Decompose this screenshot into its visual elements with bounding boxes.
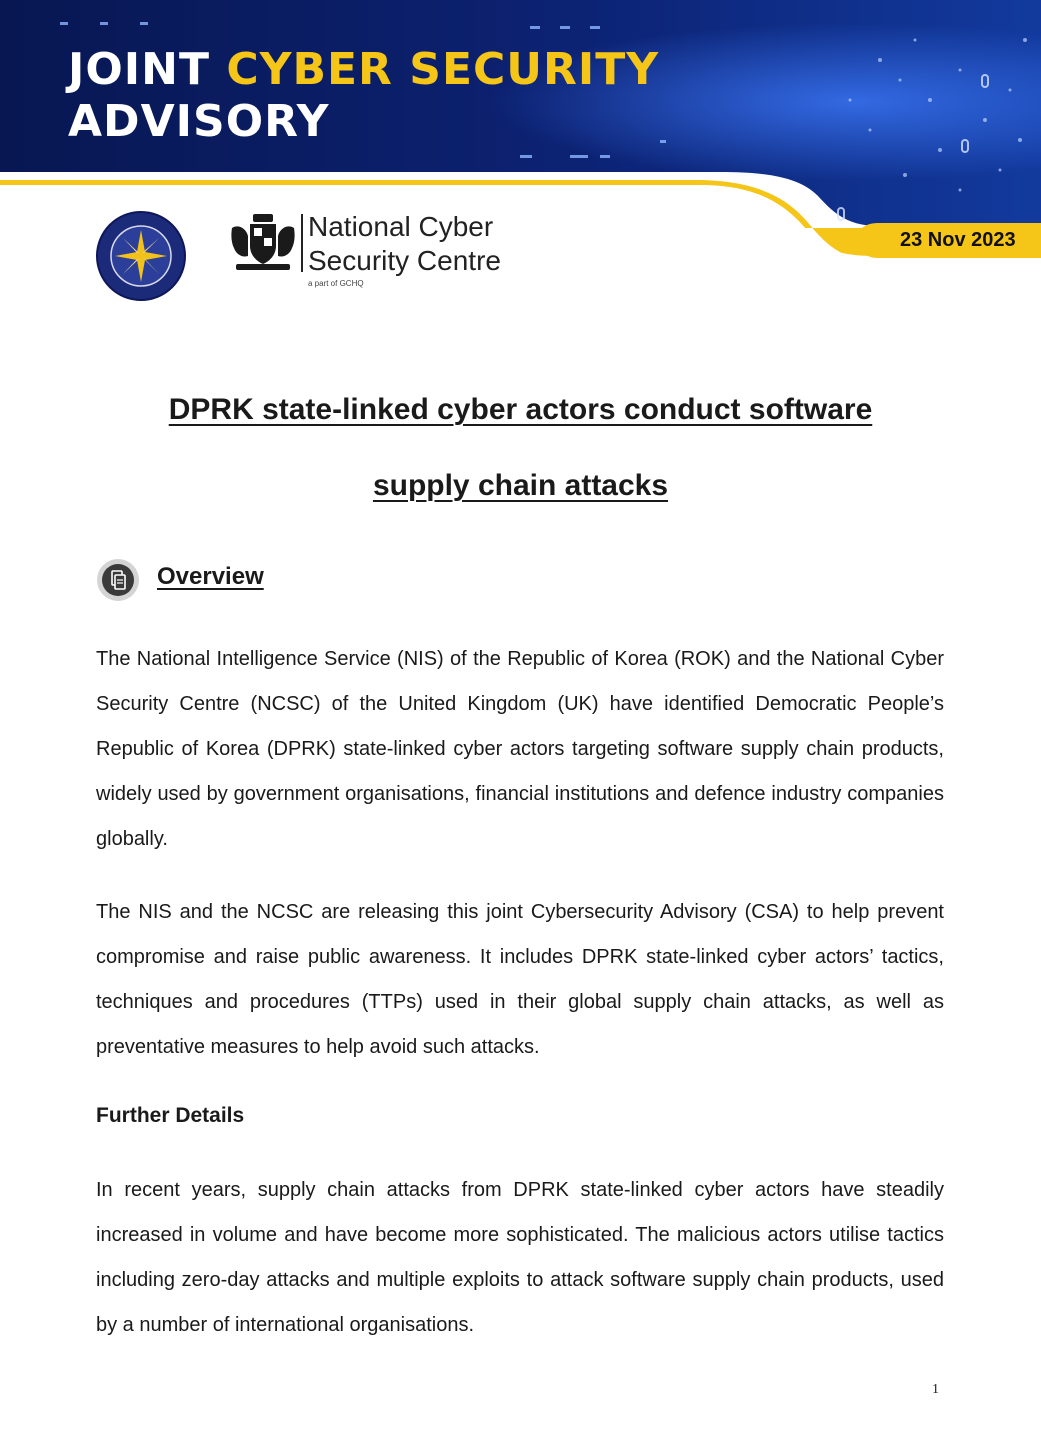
ncsc-logo — [228, 210, 518, 294]
banner-title-advisory: ADVISORY — [68, 96, 330, 147]
ncsc-subtitle: a part of GCHQ — [308, 279, 364, 288]
ncsc-divider — [301, 214, 303, 272]
ncsc-name-line2: Security Centre — [308, 245, 501, 276]
document-title — [0, 372, 1041, 524]
ncsc-name — [308, 210, 501, 278]
document-icon — [96, 558, 140, 602]
further-details-heading: Further Details — [96, 1104, 245, 1127]
ncsc-name-line1: National Cyber — [308, 211, 494, 242]
nis-seal-icon — [95, 210, 187, 302]
overview-heading: Overview — [157, 563, 264, 590]
overview-paragraph-1: The National Intelligence Service (NIS) of the Republic of Korea (ROK) and the National Cyber Security Centre (NCSC) of the United Kingdom (UK) have identified Democratic People’s Republic of Korea (DPRK) state-linked cyber actors targeting software supply chain products, widely used by government organisations, financial institutions and defence industry companies globally. — [96, 648, 944, 850]
document-title-line1: DPRK state-linked cyber actors conduct software — [168, 393, 873, 426]
banner-title-joint: JOINT — [68, 44, 210, 95]
nis-seal-logo — [95, 210, 187, 302]
banner-title-accent: CYBER SECURITY — [226, 44, 660, 95]
page-number: 1 — [932, 1382, 939, 1397]
banner-title — [68, 44, 659, 148]
date-badge: 23 Nov 2023 — [900, 229, 1016, 251]
document-title-line2: supply chain attacks — [372, 469, 669, 502]
overview-paragraph-2: The NIS and the NCSC are releasing this joint Cybersecurity Advisory (CSA) to help prevent compromise and raise public awareness. It includes DPRK state-linked cyber actors’ tactics, techniques and procedures (TTPs) used in their global supply chain attacks, as well as preventative measures to help avoid such attacks. — [96, 901, 944, 1058]
further-details-paragraph: In recent years, supply chain attacks from DPRK state-linked cyber actors have steadily increased in volume and have become more sophisticated. The malicious actors utilise tactics including zero-day attacks and multiple exploits to attack software supply chain products, used by a number of international organisations. — [96, 1179, 944, 1336]
royal-crest-icon — [228, 212, 298, 274]
